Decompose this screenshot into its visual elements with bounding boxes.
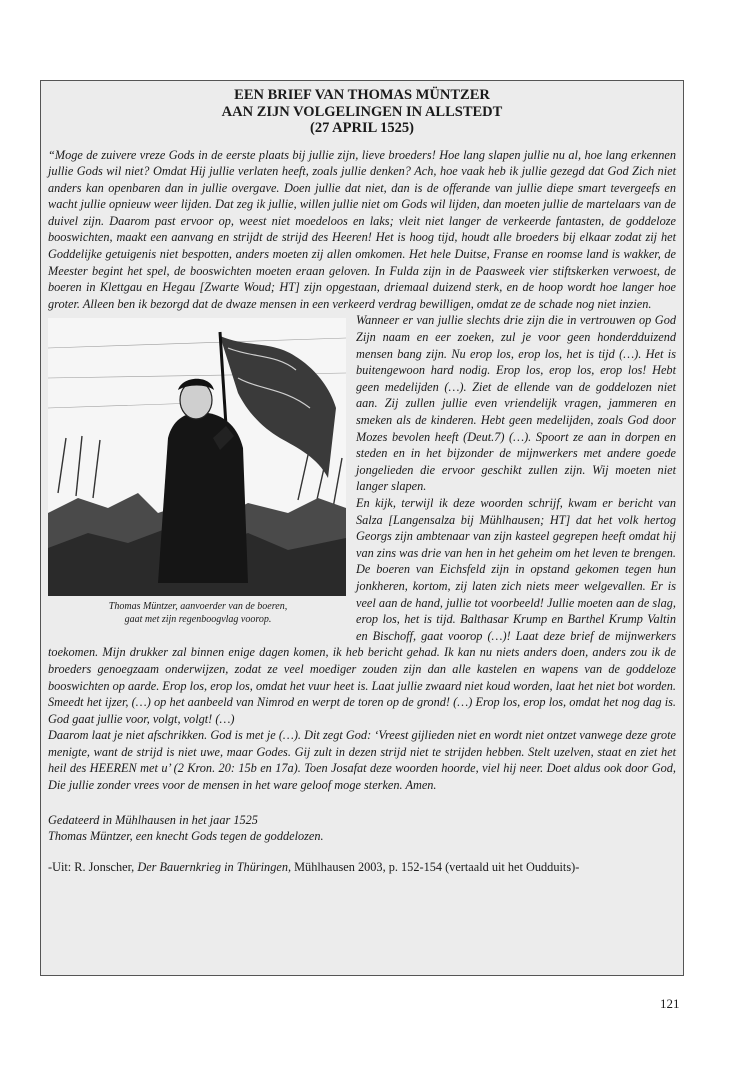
figure	[48, 312, 348, 628]
closing-line-2: Thomas Müntzer, een knecht Gods tegen de goddelozen.	[48, 829, 324, 844]
woodcut-illustration	[48, 318, 346, 596]
title-line-1: EEN BRIEF VAN THOMAS MÜNTZER	[234, 87, 490, 103]
closing-line-1: Gedateerd in Mühlhausen in het jaar 1525	[48, 812, 258, 827]
article-title	[48, 87, 676, 137]
caption-line-2: gaat met zijn regenboogvlag voorop.	[124, 614, 272, 626]
title-line-2: AAN ZIJN VOLGELINGEN IN ALLSTEDT	[221, 103, 503, 120]
paragraph-3: En kijk, terwijl ik deze woorden schrijf, kwam er bericht van Salza [Langensalza bij Mühlhausen; HT] dat het volk hertog Georgs zijn ambtenaar van zijn kasteel gegrepen heeft omdat hij van zins was drie van hen in het geheim om het leven te brengen. De boeren van Eichsfeld zijn in opstand gekomen tegen hun jonkheren, kortom, zij laten zich niets meer welgevallen. Er is veel aan de hand, jullie tot voorbeeld! Jullie moeten aan de slag, erop los, het is tijd. Balthasar Krump en Barthel Krump Valtin en Bischoff, gaat voorop (…)! Laat deze brief de mijnwerkers toekomen. Mijn drukker zal binnen enige dagen komen, ik heb bericht gehad. Ik kan nu niets anders doen, anders zou ik de broeders genoegzaam onderwijzen, zodat ze veel moediger zouden zijn dan alle kastelen en wapens van de goddeloze booswichten op aarde. Erop los, erop los, omdat het vuur heet is. Laat jullie zwaard niet koud worden, laat het niet bot worden. Smeedt het ijzer, (…) op het aanbeeld van Nimrod en werpt de toren op de grond! (…) Erop los, erop los, omdat het nog dag is. God gaat jullie voor, volgt, volgt! (…)	[48, 495, 676, 726]
source-citation	[48, 859, 676, 876]
banner-bearer-drawing	[48, 318, 346, 596]
source-suffix: Mühlhausen 2003, p. 152-154 (vertaald uit het Oudduits)-	[291, 859, 580, 874]
source-prefix: -Uit: R. Jonscher,	[48, 859, 138, 874]
page-number: 121	[660, 996, 680, 1011]
title-line-3: (27 APRIL 1525)	[310, 120, 414, 136]
caption-line-1: Thomas Müntzer, aanvoerder van de boeren,	[108, 601, 288, 613]
closing-signature	[48, 812, 676, 845]
paragraph-2: Wanneer er van jullie slechts drie zijn die in vertrouwen op God Zijn naam en eer zoeken, zul je voor geen honderdduizend mensen bang zijn. Nu erop los, erop los, het is tijd (…). Het is buitengewoon hard nodig. Erop los, erop los, erop los! Hebt geen medelijden (…). Ziet de ellende van de goddelozen niet aan. Zij zullen jullie even vriendelijk vragen, jammeren en smeken als de kinderen. Hebt geen medelijden, zoals God door Mozes bevolen heeft (Deut.7) (…). Spoort ze aan in dorpen en steden en in het bijzonder de mijnwerkers met andere goede jongelieden die ervoor geschikt zullen zijn. Wij moeten niet langer slapen.	[356, 313, 676, 494]
figure-caption	[48, 600, 348, 626]
intro-paragraph: “Moge de zuivere vreze Gods in de eerste plaats bij jullie zijn, lieve broeders! Hoe lang slapen jullie nu al, hoe lang erkennen jullie Gods wil niet? Omdat Hij jullie verlaten heeft, zoals jullie denken? Ach, hoe vaak heb ik jullie gezegd dat God Zich niet anders kan openbaren dan in jullie overgave. Doen jullie dat niet, dan is de offerande van jullie diepe smart tevergeefs en wacht jullie opnieuw weer lijden. Dat zeg ik jullie, willen jullie niet om Gods wil lijden, dan moeten jullie de martelaars van de duivel zijn. Daarom past ervoor op, weest niet moedeloos en laks; vleit niet langer de verkeerde fantasten, de goddeloze booswichten, maakt een aanvang en strijdt de strijd des Heeren! Het is hoog tijd, houdt alle broeders bij elkaar zodat zij het Goddelijke getuigenis niet bespotten, anders moeten zij allen omkomen. Het hele Duitse, Franse en roomse land is wakker, de Meester begint het spel, de booswichten moeten eraan geloven. In Fulda zijn in de Paasweek vier stiftskerken verwoest, de boeren in Klettgau en Hegau [Zwarte Woud; HT] zijn opgestaan, driemaal duizend sterk, en de hoop wordt hoe langer hoe groter. Alleen ben ik bezorgd dat de dwaze mensen in een verkeerd verdrag bewilligen, omdat ze de schade nog niet inzien.	[48, 147, 676, 311]
paragraph-4: Daarom laat je niet afschrikken. God is met je (…). Dit zegt God: ‘Vreest gijlieden niet en wordt niet ontzet vanwege deze grote menigte, want de strijd is niet uwe, maar Godes. Gij zult in dezen strijd niet te strijden hebben. Stelt uzelven, staat en ziet het heil des HEEREN met u’ (2 Kron. 20: 15b en 17a). Toen Josafat deze woorden hoorde, viel hij neer. Doet aldus ook door God, Die jullie zonder vrees voor de mensen in het ware geloof moge sterken. Amen.	[48, 728, 676, 793]
source-book-title: Der Bauernkrieg in Thüringen,	[137, 859, 292, 874]
article-box	[40, 80, 684, 976]
